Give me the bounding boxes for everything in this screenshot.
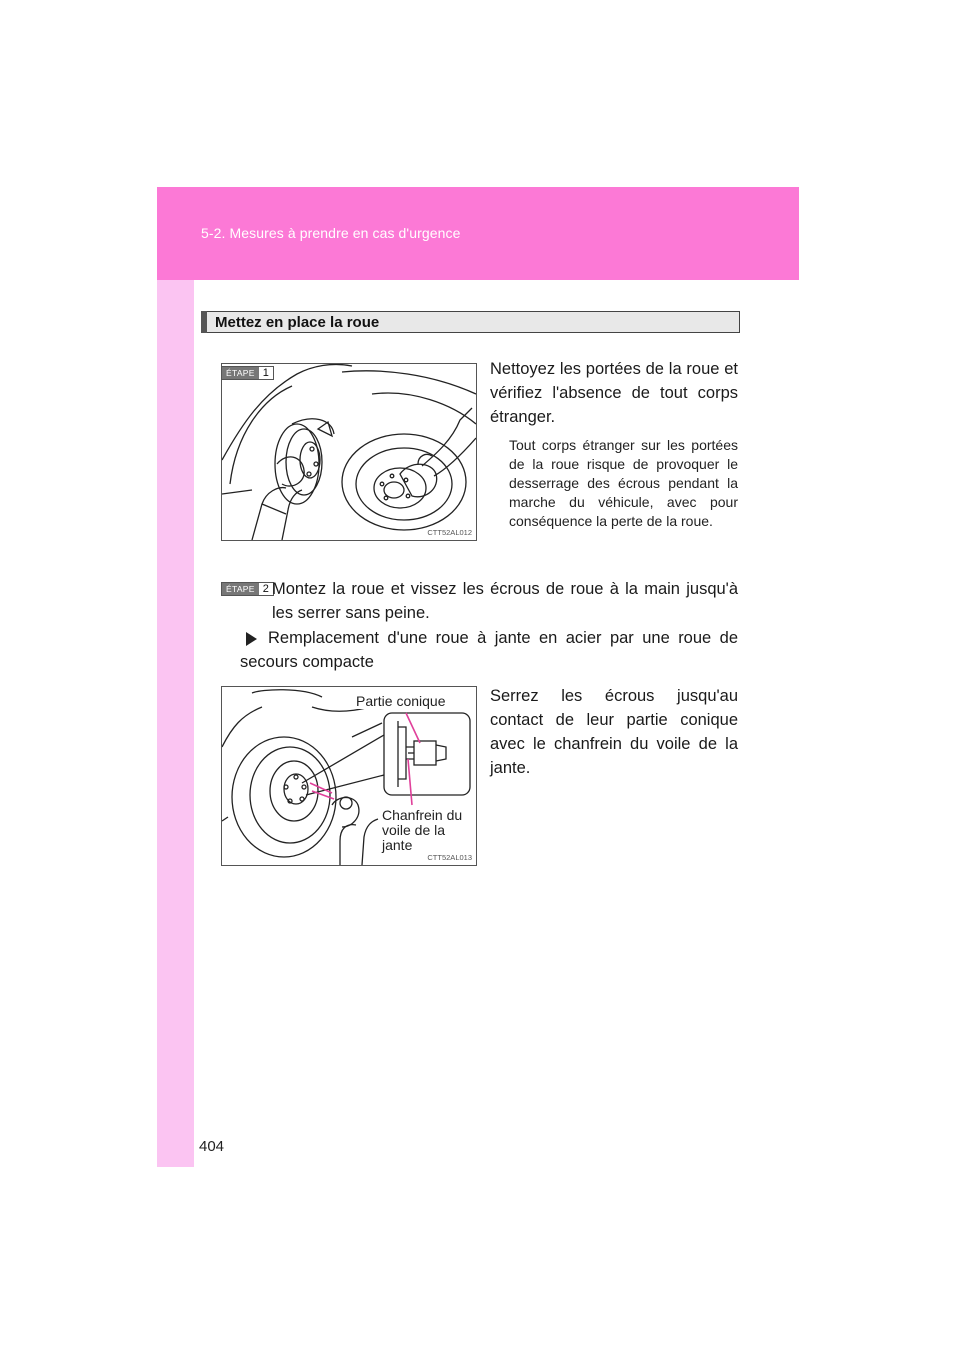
page-number: 404 — [199, 1138, 225, 1155]
step2-instruction: Montez la roue et vissez les écrous de roue à la main jusqu'à les serrer sans peine. — [272, 580, 738, 622]
step-badge-label: ÉTAPE — [222, 583, 259, 595]
side-margin-band — [157, 187, 194, 1167]
step-badge-number: 1 — [259, 367, 273, 379]
step-badge-2 — [221, 582, 274, 596]
figure-code: CTT52AL012 — [427, 528, 472, 537]
figure-code: CTT52AL013 — [427, 853, 472, 862]
callout-chanfrein-line1: Chanfrein du — [382, 807, 463, 823]
step1-instruction: Nettoyez les portées de la roue et vérifiez l'absence de tout corps étranger. — [490, 360, 738, 426]
figure-nut-detail — [221, 686, 477, 866]
callout-chanfrein-line2: voile de la — [382, 822, 446, 838]
figure-clean-hub — [221, 363, 477, 541]
callout-partie-conique: Partie conique — [356, 693, 446, 709]
bullet-text: Remplacement d'une roue à jante en acier par une roue de secours compacte — [240, 629, 738, 671]
section-title-bar — [201, 311, 740, 333]
section-title: Mettez en place la roue — [215, 314, 380, 331]
clean-hub-illustration — [222, 364, 476, 540]
step1-note: Tout corps étranger sur les portées de la roue risque de provoquer le desserrage des écrous pendant la marche du véhicule, avec pour conséquence la perte de la roue. — [509, 437, 738, 529]
callout-chanfrein — [382, 808, 462, 853]
step-badge-1 — [221, 366, 274, 380]
step-badge-label: ÉTAPE — [222, 367, 259, 379]
step-badge-number: 2 — [259, 583, 273, 595]
callout-chanfrein-line3: jante — [382, 837, 413, 853]
step2-detail-instruction: Serrez les écrous jusqu'au contact de leur partie conique avec le chanfrein du voile de la jante. — [490, 687, 738, 777]
section-header: 5-2. Mesures à prendre en cas d'urgence — [201, 225, 461, 241]
section-title-accent — [201, 311, 207, 333]
